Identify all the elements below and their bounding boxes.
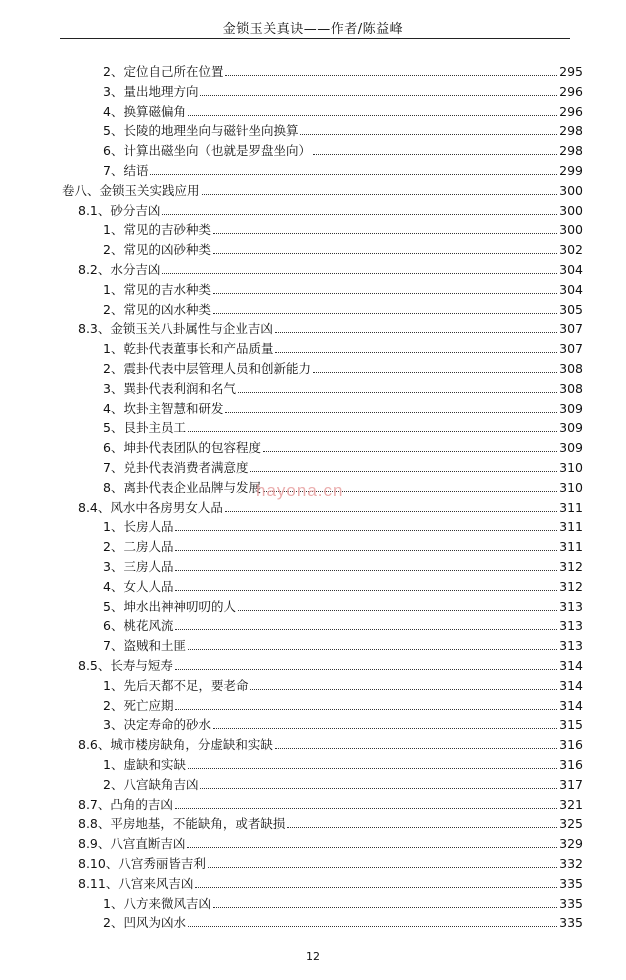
dot-leader [187, 847, 557, 848]
dot-leader [175, 669, 557, 670]
toc-entry[interactable] [103, 753, 583, 773]
dot-leader [200, 95, 557, 96]
toc-entry-page: 304 [559, 281, 583, 297]
toc-entry-page: 312 [559, 559, 583, 574]
header-rule [60, 38, 570, 39]
toc-entry[interactable] [78, 317, 583, 337]
dot-leader [175, 590, 557, 591]
toc-entry[interactable] [78, 832, 583, 852]
toc-entry-page: 304 [559, 262, 583, 277]
dot-leader [175, 808, 557, 809]
dot-leader [238, 610, 557, 611]
toc-entry-page: 313 [559, 618, 583, 634]
toc-entry[interactable] [103, 515, 583, 535]
toc-entry-page: 314 [559, 658, 583, 673]
toc-entry-page: 309 [559, 420, 583, 436]
toc-entry-page: 311 [559, 539, 583, 555]
toc-entry-page: 335 [559, 895, 583, 911]
toc-entry-page: 313 [559, 598, 583, 614]
toc-entry[interactable] [103, 456, 583, 476]
dot-leader [175, 530, 557, 531]
toc-entry[interactable] [103, 397, 583, 417]
dot-leader [263, 451, 557, 452]
toc-entry-title: 1、虚缺和实缺 [103, 757, 186, 772]
toc-entry-title: 8.7、凸角的吉凶 [78, 796, 173, 812]
dot-leader [250, 471, 557, 472]
toc-entry[interactable] [103, 892, 583, 912]
toc-entry-page: 309 [559, 400, 583, 416]
toc-entry[interactable] [103, 337, 583, 357]
running-header: 金锁玉关真诀——作者/陈益峰 [222, 22, 404, 37]
toc-entry-title: 8.9、八宫直断吉凶 [78, 836, 186, 852]
toc-entry-title: 6、坤卦代表团队的包容程度 [103, 440, 261, 456]
toc-entry[interactable] [103, 555, 583, 575]
toc-entry-page: 321 [559, 796, 583, 812]
dot-leader [225, 412, 557, 413]
toc-entry-title: 8.11、八宫来风吉凶 [78, 875, 194, 891]
toc-entry-title: 4、换算磁偏角 [103, 103, 186, 119]
page-number: 12 [306, 950, 320, 963]
toc-entry-title: 5、艮卦主员工 [103, 420, 186, 436]
toc-entry[interactable] [103, 416, 583, 436]
toc-entry[interactable] [78, 793, 583, 813]
dot-leader [188, 431, 557, 432]
toc-entry-title: 6、计算出磁坐向（也就是罗盘坐向） [103, 143, 311, 159]
dot-leader [313, 154, 557, 155]
toc-entry[interactable] [103, 159, 583, 179]
dot-leader [200, 788, 557, 789]
toc-entry-title: 8.6、城市楼房缺角，分虚缺和实缺 [78, 737, 273, 753]
toc-entry[interactable] [78, 258, 583, 278]
toc-entry[interactable] [103, 357, 583, 377]
dot-leader [287, 827, 557, 828]
dot-leader [300, 134, 557, 135]
toc-entry-page: 329 [559, 836, 583, 852]
toc-entry-title: 1、常见的吉水种类 [103, 281, 211, 297]
toc-entry-page: 312 [559, 578, 583, 594]
toc-entry-page: 307 [559, 341, 583, 357]
toc-entry[interactable] [78, 654, 583, 674]
toc-entry[interactable] [103, 377, 583, 397]
dot-leader [208, 867, 557, 868]
toc-entry-page: 325 [559, 816, 583, 832]
toc-entry-title: 1、八方来微风吉凶 [103, 895, 211, 911]
toc-entry[interactable] [103, 911, 583, 931]
toc-entry-title: 7、结语 [103, 163, 149, 178]
dot-leader [188, 768, 557, 769]
toc-entry-title: 6、桃花风流 [103, 618, 174, 634]
toc-entry[interactable] [103, 713, 583, 733]
toc-entry-page: 332 [559, 856, 583, 871]
toc-entry-title: 2、死亡应期 [103, 697, 174, 713]
toc-entry-title: 8.2、水分吉凶 [78, 262, 161, 277]
toc-entry-page: 310 [559, 460, 583, 475]
dot-leader [188, 115, 557, 116]
dot-leader [238, 392, 557, 393]
toc-entry-page: 314 [559, 697, 583, 713]
toc-entry-page: 299 [559, 163, 583, 178]
toc-entry-page: 316 [559, 737, 583, 753]
dot-leader [213, 233, 557, 234]
dot-leader [225, 511, 557, 512]
toc-entry[interactable] [103, 575, 583, 595]
toc-entry-page: 311 [559, 499, 583, 515]
toc-entry-title: 2、凹风为凶水 [103, 915, 186, 931]
toc-entry-title: 2、八宫缺角吉凶 [103, 776, 199, 792]
toc-entry-page: 308 [559, 380, 583, 396]
toc-entry[interactable] [103, 535, 583, 555]
dot-leader [162, 214, 557, 215]
toc-entry[interactable] [103, 100, 583, 120]
dot-leader [250, 689, 557, 690]
toc-entry-page: 335 [559, 915, 583, 931]
toc-entry-title: 1、长房人品 [103, 519, 174, 535]
toc-entry-page: 300 [559, 202, 583, 218]
toc-entry[interactable] [62, 179, 583, 199]
toc-entry[interactable] [103, 773, 583, 793]
dot-leader [175, 629, 557, 630]
toc-entry-title: 8.1、砂分吉凶 [78, 202, 161, 218]
dot-leader [213, 907, 557, 908]
toc-entry-page: 307 [559, 321, 583, 337]
toc-entry-page: 315 [559, 717, 583, 733]
dot-leader [225, 75, 557, 76]
toc-entry-title: 3、量出地理方向 [103, 83, 199, 99]
toc-entry[interactable] [78, 872, 583, 892]
watermark: hayona.cn [256, 481, 344, 500]
toc-entry[interactable] [103, 595, 583, 615]
dot-leader [150, 174, 557, 175]
toc-entry[interactable] [103, 119, 583, 139]
dot-leader [275, 352, 557, 353]
toc-entry-title: 8.8、平房地基，不能缺角，或者缺损 [78, 816, 286, 832]
toc-entry-page: 298 [559, 123, 583, 139]
dot-leader [275, 332, 557, 333]
toc-entry-page: 305 [559, 301, 583, 317]
toc-entry[interactable] [103, 218, 583, 238]
dot-leader [162, 273, 557, 274]
toc-entry[interactable] [103, 674, 583, 694]
toc-entry-page: 309 [559, 440, 583, 456]
dot-leader [275, 748, 557, 749]
toc-entry-title: 8.3、金锁玉关八卦属性与企业吉凶 [78, 321, 273, 337]
toc-entry[interactable] [78, 199, 583, 219]
toc-entry-title: 7、盗贼和土匪 [103, 638, 186, 654]
toc-entry-title: 8.10、八宫秀丽皆吉利 [78, 856, 206, 871]
toc-entry-title: 4、女人人品 [103, 578, 174, 594]
toc-entry[interactable] [103, 436, 583, 456]
dot-leader [213, 293, 557, 294]
toc-entry-page: 295 [559, 64, 583, 79]
dot-leader [188, 926, 557, 927]
toc-entry[interactable] [103, 80, 583, 100]
toc-entry-page: 298 [559, 143, 583, 159]
dot-leader [213, 253, 557, 254]
toc-entry-title: 4、坎卦主智慧和研发 [103, 400, 224, 416]
toc-entry-title: 8.5、长寿与短寿 [78, 658, 173, 673]
toc-entry-page: 310 [559, 479, 583, 495]
toc-entry-page: 300 [559, 222, 583, 238]
dot-leader [175, 550, 557, 551]
toc-entry-title: 2、震卦代表中层管理人员和创新能力 [103, 361, 311, 376]
toc-entry-title: 1、常见的吉砂种类 [103, 222, 211, 238]
toc-entry-title: 1、乾卦代表董事长和产品质量 [103, 341, 274, 357]
toc-entry-page: 313 [559, 638, 583, 654]
toc-entry-title: 2、常见的凶水种类 [103, 301, 211, 317]
toc-entry[interactable] [78, 812, 583, 832]
toc-entry-title: 3、决定寿命的砂水 [103, 717, 211, 733]
dot-leader [202, 194, 558, 195]
toc-entry-title: 5、长陵的地理坐向与磁针坐向换算 [103, 123, 299, 139]
dot-leader [195, 887, 557, 888]
toc-entry-page: 302 [559, 242, 583, 258]
toc-entry[interactable] [78, 733, 583, 753]
toc-entry-page: 314 [559, 677, 583, 693]
toc-entry[interactable] [103, 694, 583, 714]
toc-entry-title: 2、定位自己所在位置 [103, 64, 224, 79]
toc-entry[interactable] [103, 298, 583, 318]
toc-entry-title: 卷八、金锁玉关实践应用 [62, 182, 200, 198]
toc-entry-title: 7、兑卦代表消费者满意度 [103, 460, 249, 475]
toc-entry-title: 2、二房人品 [103, 539, 174, 555]
toc-entry-title: 2、常见的凶砂种类 [103, 242, 211, 258]
toc-entry-title: 1、先后天都不足，要老命 [103, 677, 249, 693]
toc-entry[interactable] [103, 614, 583, 634]
toc-entry-title: 3、三房人品 [103, 559, 174, 574]
toc-entry[interactable] [103, 139, 583, 159]
toc-entry-title: 8、离卦代表企业品牌与发展 [103, 479, 261, 495]
toc-entry-page: 335 [559, 875, 583, 891]
toc-entry-title: 5、坤水出神神叨叨的人 [103, 598, 236, 614]
toc-entry[interactable] [103, 634, 583, 654]
toc-entry-title: 3、巽卦代表利润和名气 [103, 380, 236, 396]
toc-entry[interactable] [103, 60, 583, 80]
toc-entry[interactable] [103, 238, 583, 258]
dot-leader [175, 709, 557, 710]
toc-entry-page: 308 [559, 361, 583, 376]
toc-entry-page: 311 [559, 519, 583, 535]
dot-leader [175, 570, 557, 571]
dot-leader [213, 313, 557, 314]
toc-entry-page: 296 [559, 103, 583, 119]
dot-leader [188, 649, 557, 650]
toc-entry-page: 316 [559, 757, 583, 772]
toc-entry[interactable] [78, 852, 583, 872]
dot-leader [213, 728, 557, 729]
dot-leader [313, 372, 557, 373]
toc-entry[interactable] [103, 278, 583, 298]
toc-entry-page: 296 [559, 83, 583, 99]
toc-entry-page: 300 [559, 182, 583, 198]
toc-entry-page: 317 [559, 776, 583, 792]
toc-entry-title: 8.4、风水中各房男女人品 [78, 499, 223, 515]
